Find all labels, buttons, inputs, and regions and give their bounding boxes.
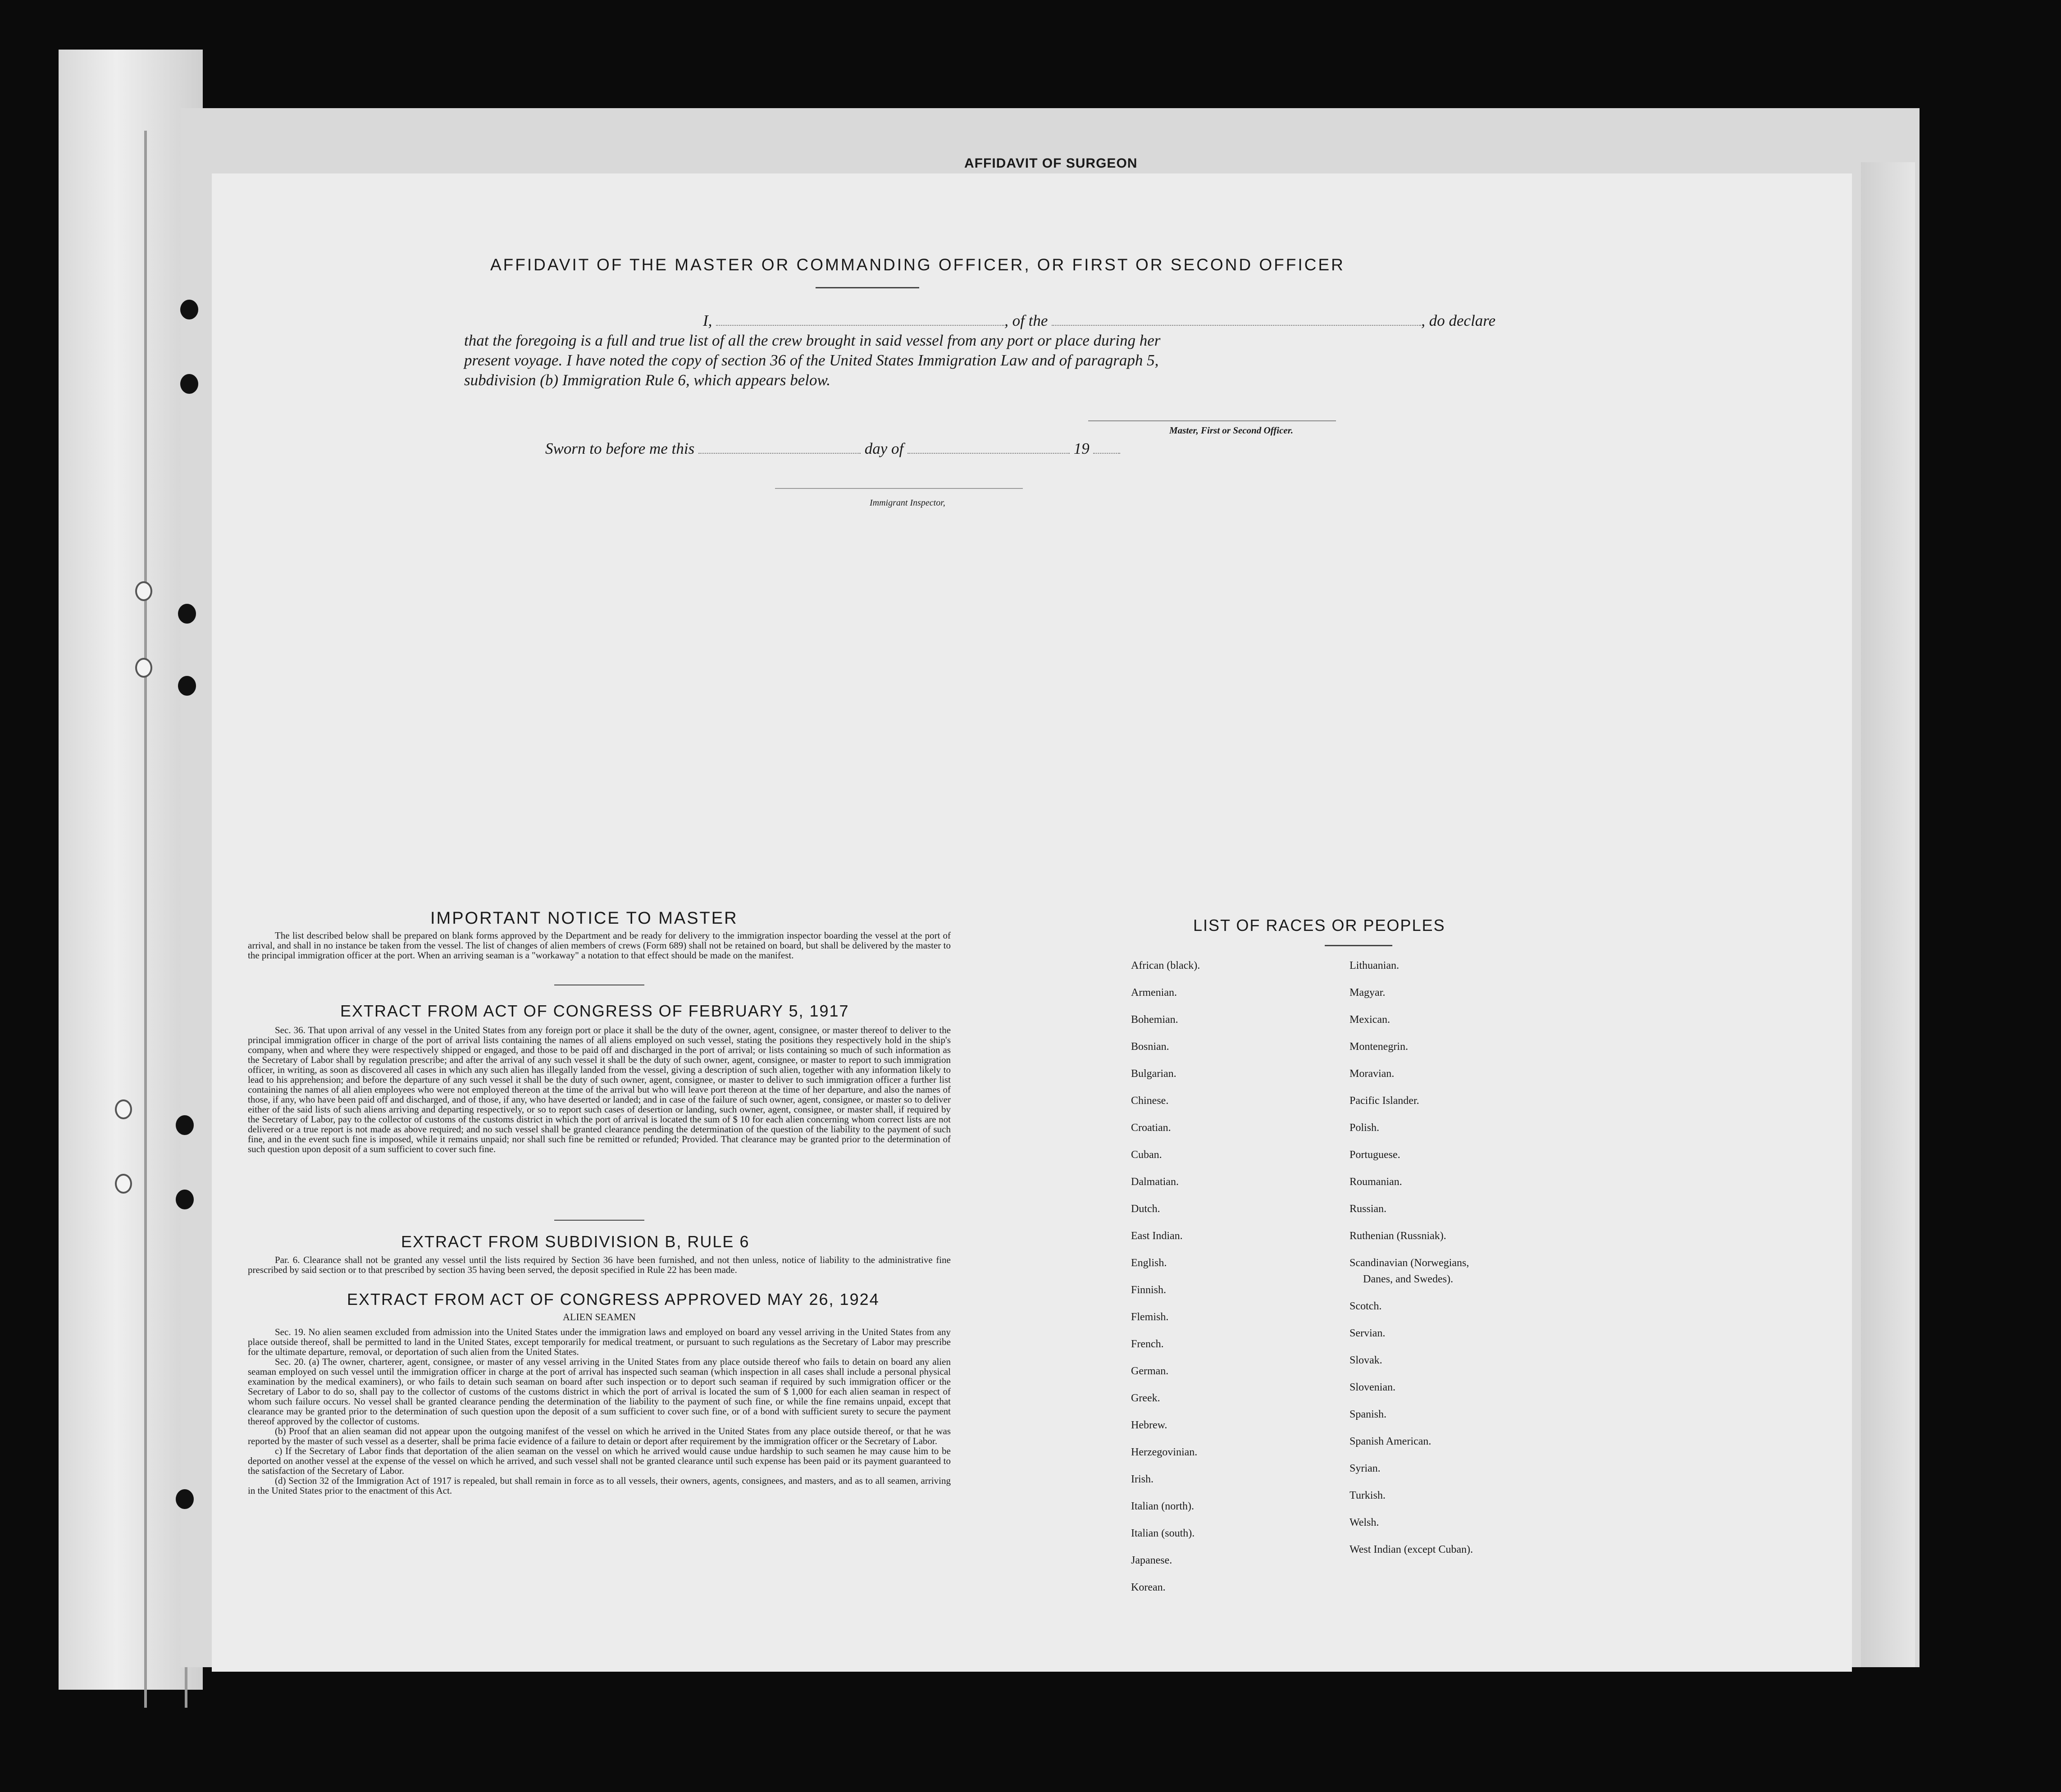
race-item: Spanish. <box>1350 1409 1387 1420</box>
extract-1917-body <box>248 1025 951 1154</box>
declaration-line: present voyage. I have noted the copy of section 36 of the United States Immigration Law and of paragraph 5, <box>464 351 1159 369</box>
sworn-month-blank[interactable] <box>907 439 1070 454</box>
race-item: Lithuanian. <box>1350 960 1399 971</box>
declaration-line: that the foregoing is a full and true list of all the crew brought in said vessel from any port or place during her <box>464 332 1161 349</box>
race-item: English. <box>1131 1257 1167 1269</box>
race-item: Herzegovinian. <box>1131 1446 1198 1458</box>
punch-hole <box>180 300 198 319</box>
sworn-year-label: 19 <box>1073 440 1090 457</box>
rule6-body <box>248 1255 951 1275</box>
punch-hole <box>176 1190 194 1209</box>
race-item: Croatian. <box>1131 1122 1171 1134</box>
race-item: Slovenian. <box>1350 1382 1395 1393</box>
race-item: Flemish. <box>1131 1311 1169 1323</box>
punch-hole <box>176 1489 194 1509</box>
race-item: Russian. <box>1350 1203 1387 1215</box>
extract-1924-heading: EXTRACT FROM ACT OF CONGRESS APPROVED MAY 26, 1924 <box>347 1290 880 1309</box>
inspector-label: Immigrant Inspector, <box>870 498 945 508</box>
race-item: Bohemian. <box>1131 1014 1178 1026</box>
section-text: c) If the Secretary of Labor finds that deportation of the alien seaman on the vessel on which he arrived would cause undue hardship to such seamen he may cause him to be deported on another vessel at the expense of the vessel on which he arrived, and such vessel shall not be granted clearance until such expense has been paid or its payment guaranteed to the satisfaction of the Secretary of Labor. <box>248 1445 951 1476</box>
race-item: East Indian. <box>1131 1230 1183 1242</box>
declaration-i: I, <box>703 312 712 329</box>
race-item: Hebrew. <box>1131 1419 1167 1431</box>
race-item: Armenian. <box>1131 987 1177 999</box>
race-item: Scandinavian (Norwegians, <box>1350 1257 1469 1269</box>
race-item: Roumanian. <box>1350 1176 1402 1188</box>
race-item: Dalmatian. <box>1131 1176 1179 1188</box>
punch-hole <box>178 676 196 696</box>
name-blank[interactable] <box>716 311 1004 326</box>
manifest-sheet <box>212 173 1852 1672</box>
section-text: (d) Section 32 of the Immigration Act of 1917 is repealed, but shall remain in force as to all vessels, their owners, agents, consignees, and masters, and as to all seamen, arriving in the United States prior to the enactment of this Act. <box>248 1475 951 1496</box>
signature-line[interactable] <box>1088 420 1336 421</box>
declaration-text <box>464 311 1564 390</box>
punch-hole <box>176 1115 194 1135</box>
race-item: Italian (south). <box>1131 1528 1195 1539</box>
race-item: Greek. <box>1131 1392 1160 1404</box>
section-text: That upon arrival of any vessel in the United States from any foreign port or place it shall be the duty of the owner, agent, consignee, or master thereof to deliver to the principal immigration officer in charge of the port of arrival lists containing the names of all aliens employed on such vessel, stating the positions they respectively hold in the ship's company, when and where they were respectively shipped or engaged, and those to be paid off and discharged in the port of arrival; or lists containing so much of such information as the Secretary of Labor shall by regulation prescribe; and after the arrival of any such vessel it shall be the duty of such owner, agent, consignee, or master to report to such immigration officer, in writing, as soon as discovered all cases in which any such alien has illegally landed from the vessel, giving a description of such alien, together with any information likely to lead to his apprehension; and before the departure of any such vessel it shall be the duty of such owner, agent, consignee, or master to deliver to such immigration officer a further list containing the names of all alien employees who were not employed thereon at the time of the arrival but who will leave port thereon at the time of her departure, and also the names of those, if any, who have been paid off and discharged, and of those, if any, who have deserted or landed; and in case of the failure of such owner, agent, consignee, or master so to deliver either of the said lists of such aliens arriving and departing respectively, or so to report such cases of desertion or landing, such owner, agent, consignee, or master shall, if required by the Secretary of Labor, pay to the collector of customs of the customs district in which the port of arrival is located the sum of $ 10 for each alien concerning whom correct lists are not delivered or a true report is not made as above required; and no such vessel shall be granted clearance pending the determination of the question of the liability to the payment of such fine, and in the event such fine is imposed, while it remains unpaid; nor shall such fine be remitted or refunded; Provided. That clearance may be granted prior to the determination of such question upon deposit of a sum sufficient to cover such fine. <box>248 1025 951 1154</box>
affidavit-title: AFFIDAVIT OF THE MASTER OR COMMANDING OFFICER, OR FIRST OR SECOND OFFICER <box>490 255 1345 274</box>
race-item: Finnish. <box>1131 1284 1167 1296</box>
punch-hole <box>115 1099 132 1119</box>
race-item: Danes, and Swedes). <box>1363 1273 1453 1285</box>
extract-1917-heading: EXTRACT FROM ACT OF CONGRESS OF FEBRUARY 5, 1917 <box>340 1002 849 1020</box>
alien-seamen-subheading: ALIEN SEAMEN <box>563 1311 636 1322</box>
races-column-2 <box>1350 960 1473 1571</box>
surgeon-affidavit-title: AFFIDAVIT OF SURGEON <box>964 156 1138 171</box>
notice-heading: IMPORTANT NOTICE TO MASTER <box>430 909 738 928</box>
master-signature-label: Master, First or Second Officer. <box>1169 425 1293 436</box>
declaration-line: subdivision (b) Immigration Rule 6, which appears below. <box>464 371 831 389</box>
race-item: Syrian. <box>1350 1463 1381 1474</box>
section-label: Sec. 36. <box>275 1025 306 1035</box>
paragraph-text: Clearance shall not be granted any vessel until the lists required by Section 36 have been furnished, and not then unless, notice of liability to the administrative fine prescribed by said section or to that prescribed by section 35 having been served, the deposit specified in Rule 22 has been made. <box>248 1254 951 1275</box>
race-item: French. <box>1131 1338 1164 1350</box>
race-item: Portuguese. <box>1350 1149 1400 1161</box>
sworn-day-blank[interactable] <box>698 439 861 454</box>
section-label: Sec. 19. <box>275 1327 306 1337</box>
race-item: Cuban. <box>1131 1149 1162 1161</box>
race-item: Ruthenian (Russniak). <box>1350 1230 1446 1242</box>
race-item: Montenegrin. <box>1350 1041 1408 1053</box>
declaration-end: , do declare <box>1421 312 1496 329</box>
race-item: Chinese. <box>1131 1095 1169 1107</box>
punch-hole <box>180 374 198 394</box>
race-item: Turkish. <box>1350 1490 1386 1501</box>
race-item: German. <box>1131 1365 1169 1377</box>
section-label: Sec. 20. <box>275 1356 306 1367</box>
declaration-of-the: , of the <box>1004 312 1048 329</box>
races-column-1 <box>1131 960 1200 1609</box>
race-item: Servian. <box>1350 1327 1386 1339</box>
vessel-blank[interactable] <box>1052 311 1421 326</box>
race-item: Dutch. <box>1131 1203 1160 1215</box>
race-item: Pacific Islander. <box>1350 1095 1419 1107</box>
punch-hole <box>135 581 152 601</box>
race-item: Polish. <box>1350 1122 1380 1134</box>
race-item: Irish. <box>1131 1473 1154 1485</box>
punch-hole <box>135 658 152 678</box>
section-text: (b) Proof that an alien seaman did not appear upon the outgoing manifest of the vessel on which he arrived in the United States from any place outside thereof, or that he was reported by the master of such vessel as a deserter, shall be prima facie evidence of a failure to detain or deport after requirement by the immigration officer or the Secretary of Labor. <box>248 1426 951 1446</box>
sworn-day-label: day of <box>864 440 904 457</box>
section-text: No alien seamen excluded from admission into the United States under the immigration laws and employed on board any vessel arriving in the United States from any place outside thereof, shall be permitted to land in the United States, except temporarily for medical treatment, or pursuant to such regulations as the Secretary of Labor may prescribe for the ultimate departure, removal, or deportation of such alien from the United States. <box>248 1327 951 1357</box>
race-item: Italian (north). <box>1131 1500 1194 1512</box>
inspector-line[interactable] <box>775 488 1023 489</box>
race-item: Mexican. <box>1350 1014 1390 1026</box>
races-rule <box>1325 945 1392 946</box>
rule6-heading: EXTRACT FROM SUBDIVISION B, RULE 6 <box>401 1232 750 1251</box>
section-rule <box>554 1220 644 1221</box>
punch-hole <box>178 604 196 624</box>
page-stack-edge <box>1861 162 1915 1667</box>
race-item: West Indian (except Cuban). <box>1350 1544 1473 1555</box>
race-item: Korean. <box>1131 1582 1166 1593</box>
race-item: Welsh. <box>1350 1517 1379 1528</box>
race-item: Spanish American. <box>1350 1436 1432 1447</box>
paragraph-label: Par. 6. <box>275 1254 300 1265</box>
race-item: Scotch. <box>1350 1300 1382 1312</box>
race-item: Moravian. <box>1350 1068 1395 1080</box>
race-item: Japanese. <box>1131 1555 1172 1566</box>
race-item: Bosnian. <box>1131 1041 1169 1053</box>
punch-hole <box>115 1174 132 1194</box>
race-item: Slovak. <box>1350 1354 1382 1366</box>
sworn-line <box>545 439 1120 458</box>
sworn-prefix: Sworn to before me this <box>545 440 695 457</box>
notice-body: The list described below shall be prepared on blank forms approved by the Department and be ready for delivery to the immigration inspector boarding the vessel at the port of arrival, and shall in no instance be taken from the vessel. The list of changes of alien members of crews (Form 689) shall not be retained on board, but shall be delivered by the master to the principal immigration officer at the port. When an arriving seaman is a "workaway" a notation to that effect should be made on the manifest. <box>248 930 951 961</box>
binder-edge-line <box>144 131 147 1708</box>
race-item: Magyar. <box>1350 987 1386 999</box>
races-heading: LIST OF RACES OR PEOPLES <box>1193 916 1445 935</box>
section-text: (a) The owner, charterer, agent, consignee, or master of any vessel arriving in the United States from any place outside thereof who fails to detain on board any alien seaman employed on such vessel until the immigration officer in charge at the port of arrival has inspected such seaman (which inspection in all cases shall include a personal physical examination by the medical examiners), or who fails to detain such seaman on board after such inspection or to deport such seaman if required by such immigration officer or the Secretary of Labor to do so, shall pay to the collector of customs of the customs district in which the port of arrival is located the sum of $ 1,000 for each alien seaman in respect of whom such failure occurs. No vessel shall be granted clearance pending the determination of the liability to the payment of such fine, or while the fine remains unpaid, except that clearance may be granted prior to the determination of such question upon the deposit of a sum sufficient to cover such fine, or of a bond with sufficient surety to secure the payment thereof approved by the collector of customs. <box>248 1356 951 1427</box>
race-item: Bulgarian. <box>1131 1068 1176 1080</box>
sworn-year-blank[interactable] <box>1093 439 1120 454</box>
race-item: African (black). <box>1131 960 1200 971</box>
title-rule <box>816 287 919 288</box>
extract-1924-body <box>248 1327 951 1496</box>
